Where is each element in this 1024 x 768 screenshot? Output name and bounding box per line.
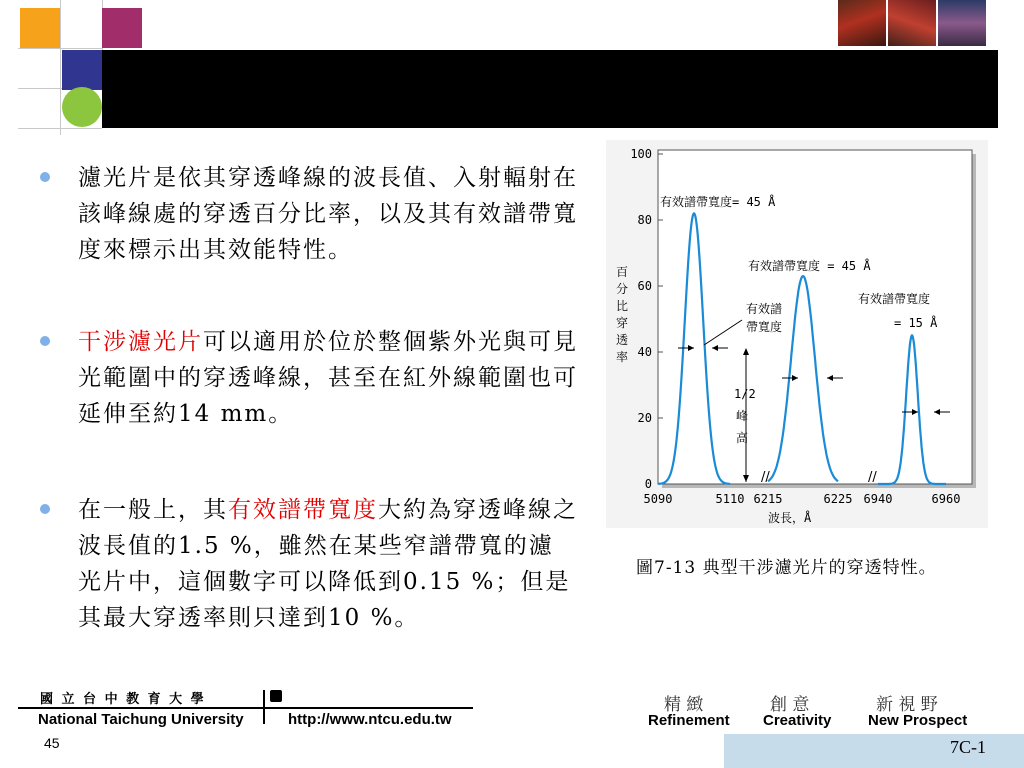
header-photo	[838, 0, 886, 46]
text-segment: 在一般上，其	[78, 497, 228, 523]
y-tick-label: 40	[637, 345, 652, 359]
bandwidth-note-2: 帶寬度	[746, 320, 783, 334]
y-axis-title-char: 率	[616, 350, 629, 364]
grid-line	[60, 0, 61, 135]
motto-en-3: New Prospect	[868, 712, 968, 729]
bullet-marker	[40, 336, 50, 346]
motto-zh-1: 精 緻	[664, 695, 704, 715]
highlighted-term: 有效譜帶寬度	[228, 497, 378, 523]
highlighted-term: 干涉濾光片	[78, 329, 203, 355]
text-segment: 可以適用於位於整個紫外光與可見光範圍中的穿透峰線，甚至在紅外線範圍也可延伸至約14 mm。	[78, 329, 578, 427]
magenta-square	[102, 8, 142, 48]
header-photo	[888, 0, 936, 46]
university-name-en: National Taichung University	[38, 711, 244, 728]
y-axis-title-char: 百	[616, 265, 629, 279]
y-tick-label: 60	[637, 279, 652, 293]
y-axis-title-char: 分	[616, 282, 629, 296]
university-name-zh: 國 立 台 中 教 育 大 學	[40, 692, 206, 707]
header-bar	[102, 50, 998, 128]
y-tick-label: 100	[630, 147, 652, 161]
y-tick-label: 80	[637, 213, 652, 227]
y-axis-title-char: 透	[616, 333, 629, 347]
x-tick-label: 6225	[823, 492, 853, 506]
half-label: 1/2	[734, 387, 756, 401]
y-tick-label: 20	[637, 411, 652, 425]
text-segment: 大約為穿透峰線之波長值的1.5 %，雖然在某些窄譜帶寬的濾光片中，這個數字可以降低到0.15 %；但是其最大穿透率則只達到10 %。	[78, 497, 578, 631]
x-tick-label: 5090	[643, 492, 673, 506]
university-url[interactable]: http://www.ntcu.edu.tw	[288, 711, 452, 728]
green-circle	[62, 87, 102, 127]
motto-zh-2: 創 意	[770, 695, 810, 715]
figure-caption: 圖7-13 典型干涉濾光片的穿透特性。	[636, 558, 937, 578]
header-photo	[938, 0, 986, 46]
axis-break: //	[761, 470, 770, 485]
x-axis-title: 波長，Å	[768, 511, 812, 525]
text-segment: 濾光片是依其穿透峰線的波長值、入射輻射在該峰線處的穿透百分比率，以及其有效譜帶寬度來標示出其效能特性。	[78, 165, 578, 263]
motto-en-2: Creativity	[763, 712, 832, 729]
bandwidth-label-2: 有效譜帶寬度 = 45 Å	[748, 259, 871, 273]
bandwidth-note-1: 有效譜	[746, 302, 783, 316]
page-number: 45	[44, 735, 60, 751]
x-tick-label: 5110	[715, 492, 745, 506]
motto-en-1: Refinement	[648, 712, 730, 729]
y-tick-label: 0	[644, 477, 652, 491]
navy-square	[62, 50, 102, 90]
motto-zh-3: 新 視 野	[876, 695, 938, 715]
bandwidth-label-1: 有效譜帶寬度= 45 Å	[660, 195, 776, 209]
bandwidth-label-3a: 有效譜帶寬度	[858, 292, 931, 306]
bandwidth-label-3b: = 15 Å	[894, 316, 938, 330]
peak-label-2: 高	[736, 431, 749, 445]
axis-break: //	[868, 470, 877, 485]
x-tick-label: 6940	[863, 492, 893, 506]
bullet-text-3	[78, 492, 578, 636]
peak-label-1: 峰	[736, 409, 749, 423]
bullet-text-1	[78, 160, 578, 268]
footer-divider	[263, 690, 265, 724]
orange-square	[20, 8, 60, 48]
y-axis-title-char: 比	[616, 299, 629, 313]
x-tick-label: 6215	[753, 492, 783, 506]
footer-rule	[18, 707, 473, 709]
x-tick-label: 6960	[931, 492, 961, 506]
transmission-chart	[606, 140, 988, 528]
slide-code: 7C-1	[950, 737, 986, 757]
logo-mark	[270, 690, 282, 702]
bullet-marker	[40, 172, 50, 182]
bullet-text-2	[78, 324, 578, 432]
y-axis-title-char: 穿	[616, 316, 629, 330]
bullet-marker	[40, 504, 50, 514]
figure-panel	[606, 140, 988, 528]
